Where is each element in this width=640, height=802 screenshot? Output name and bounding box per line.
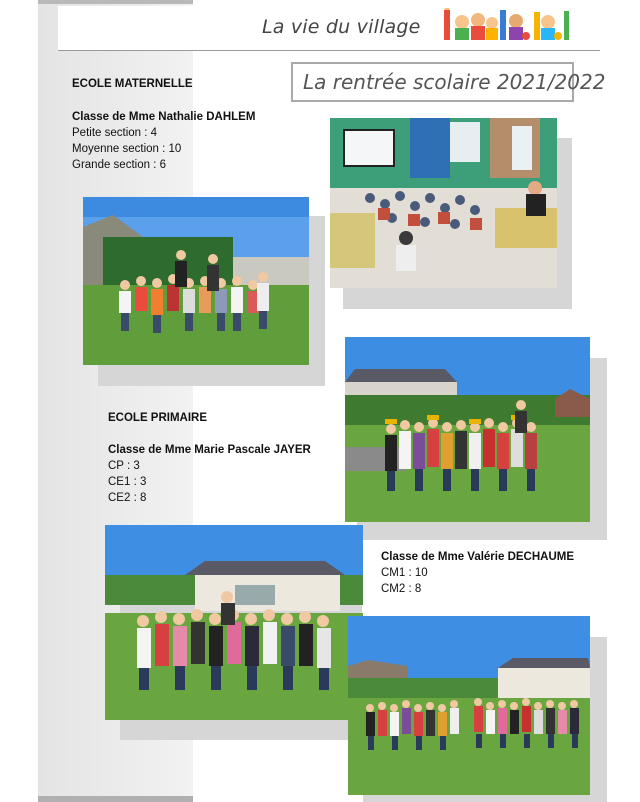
top-rule (38, 0, 193, 4)
dechaume-group-photo (105, 525, 363, 720)
primaire-heading: ECOLE PRIMAIRE (108, 412, 208, 424)
maternelle-group-photo (83, 197, 309, 365)
maternelle-heading: ECOLE MATERNELLE (72, 78, 193, 90)
maternelle-line: Petite section : 4 (72, 127, 158, 139)
article-title-box (291, 62, 606, 102)
primaire-line: CP : 3 (108, 460, 140, 472)
primaire-class-title: Classe de Mme Marie Pascale JAYER (108, 444, 311, 456)
children-with-pencils-icon (442, 8, 572, 44)
header-title: La vie du village (262, 16, 421, 38)
dechaume-class-title: Classe de Mme Valérie DECHAUME (381, 551, 575, 563)
dechaume-line: CM1 : 10 (381, 567, 428, 579)
primaire-line: CE1 : 3 (108, 476, 147, 488)
maternelle-line: Grande section : 6 (72, 159, 166, 171)
primaire-group-photo (345, 337, 590, 522)
bottom-rule (38, 796, 193, 802)
maternelle-class-title: Classe de Mme Nathalie DAHLEM (72, 111, 256, 123)
article-title: La rentrée scolaire 2021/2022 (303, 70, 606, 94)
classroom-photo (330, 118, 557, 288)
wide-group-photo (348, 616, 590, 795)
primaire-line: CE2 : 8 (108, 492, 147, 504)
maternelle-line: Moyenne section : 10 (72, 143, 182, 155)
dechaume-line: CM2 : 8 (381, 583, 422, 595)
